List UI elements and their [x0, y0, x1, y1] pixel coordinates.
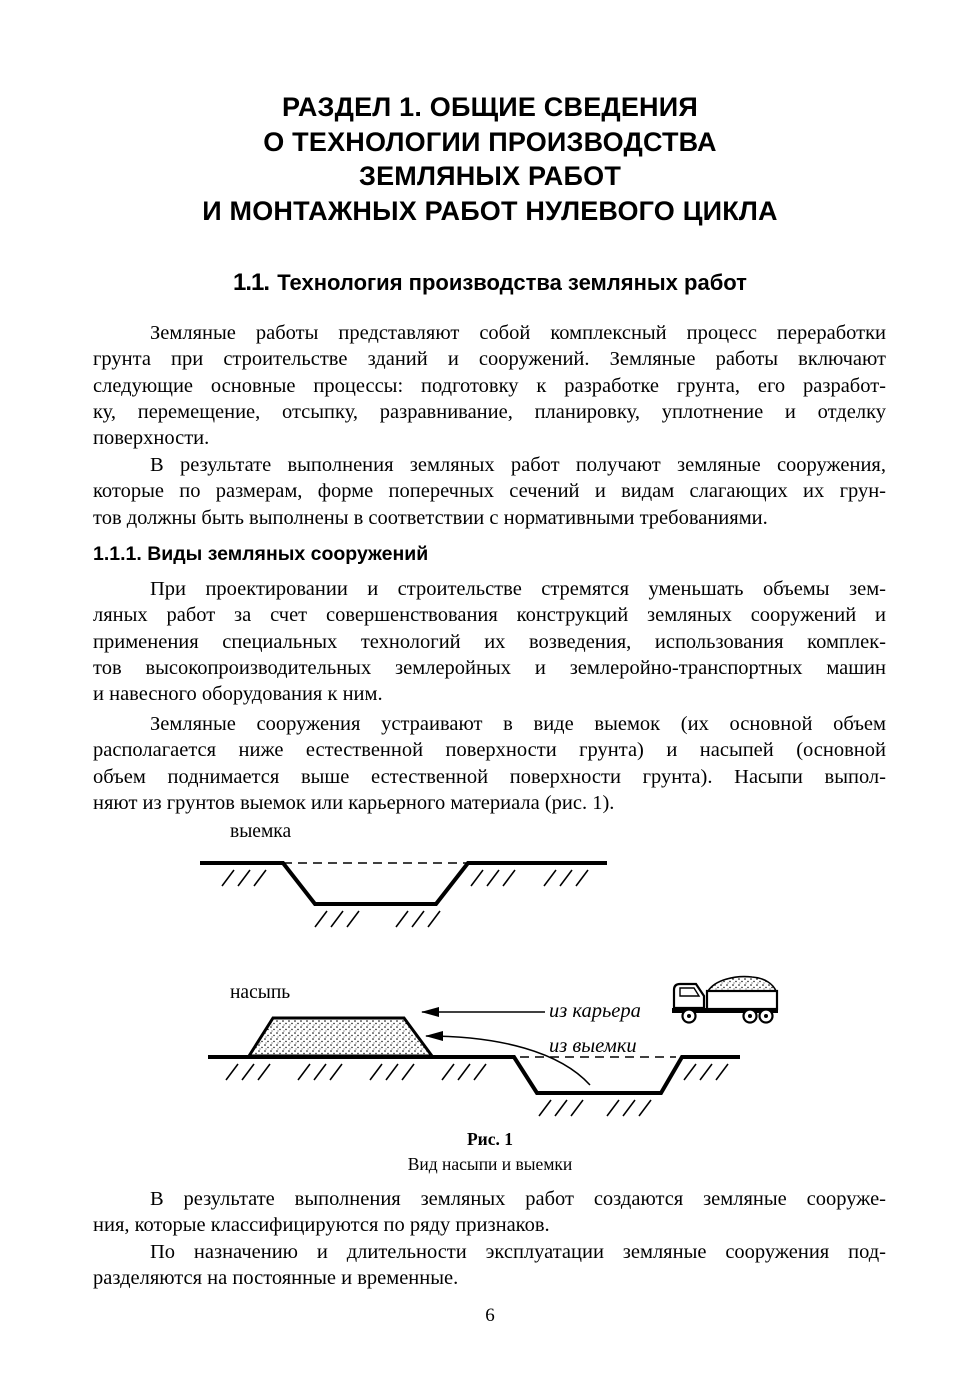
- chapter-title-line: О ТЕХНОЛОГИИ ПРОИЗВОДСТВА: [263, 126, 717, 157]
- paragraph: [93, 1239, 886, 1292]
- text-line: Земляные сооружения устраивают в виде выемок (их основной объем: [150, 713, 886, 735]
- text-line: располагается ниже естественной поверхности грунта) и насыпей (основной: [93, 739, 886, 762]
- text-line: тов должны быть выполнены в соответствии с нормативными требованиями.: [93, 506, 768, 529]
- text-line: няют из грунтов выемок или карьерного материала (рис. 1).: [93, 791, 615, 814]
- subsection-title: 1.1.1. Виды земляных сооружений: [93, 543, 429, 565]
- chapter-title-line: РАЗДЕЛ 1. ОБЩИЕ СВЕДЕНИЯ: [282, 92, 698, 122]
- paragraph: [93, 452, 886, 531]
- text-line: поверхности.: [93, 427, 210, 450]
- text-line: разделяются на постоянные и временные.: [93, 1267, 459, 1290]
- text-line: В результате выполнения земляных работ создаются земляные сооруже-: [150, 1188, 886, 1210]
- text-line: ляных работ за счет совершенствования конструкций земляных сооружений и: [93, 604, 886, 627]
- cut-diagram: [200, 863, 607, 927]
- label-fill: насыпь: [230, 982, 291, 1003]
- paragraph: [93, 1186, 886, 1239]
- label-from-quarry: из карьера: [549, 1000, 641, 1022]
- chapter-title-line: ЗЕМЛЯНЫХ РАБОТ: [358, 161, 622, 191]
- text-line: грунта при строительстве зданий и сооружений. Земляные работы включают: [93, 348, 886, 371]
- paragraph: [93, 320, 886, 451]
- text-line: Земляные работы представляют собой комплексный процесс переработки: [150, 322, 886, 344]
- section-title: [0, 268, 980, 298]
- fill-and-cut-diagram: [208, 1012, 740, 1116]
- section-title-text: Технология производства земляных работ: [277, 270, 747, 295]
- text-line: тов высокопроизводительных землеройных и землеройно-транспортных машин: [93, 656, 886, 679]
- text-line: применения специальных технологий их возведения, использования комплек-: [93, 630, 886, 653]
- chapter-title: [0, 90, 980, 228]
- text-line: которые по размерам, форме поперечных сечений и видам слагающих их грун-: [93, 480, 886, 503]
- text-line: При проектировании и строительстве стремятся уменьшать объемы зем-: [150, 578, 886, 600]
- label-from-cut: из выемки: [549, 1035, 637, 1057]
- text-line: объем поднимается выше естественной поверхности грунта). Насыпи выпол-: [93, 765, 886, 788]
- chapter-title-line: И МОНТАЖНЫХ РАБОТ НУЛЕВОГО ЦИКЛА: [202, 195, 778, 226]
- page-number: 6: [485, 1305, 495, 1326]
- figure-caption-text: Вид насыпи и выемки: [407, 1154, 573, 1174]
- text-line: По назначению и длительности эксплуатации земляные сооружения под-: [150, 1241, 886, 1263]
- ground-hatching: [226, 1064, 728, 1116]
- paragraph: [93, 576, 886, 707]
- text-line: и навесного оборудования к ним.: [93, 683, 383, 706]
- text-line: ния, которые классифицируются по ряду признаков.: [93, 1214, 550, 1237]
- ground-hatching: [222, 870, 588, 927]
- text-line: ку, перемещение, отсыпку, разравнивание, планировку, уплотнение и отделку: [93, 400, 886, 423]
- text-line: В результате выполнения земляных работ получают земляные сооружения,: [150, 454, 886, 476]
- label-cut: выемка: [230, 821, 292, 842]
- section-number: 1.1.: [233, 269, 270, 296]
- dump-truck-icon: [672, 977, 778, 1023]
- figure-caption-number: Рис. 1: [466, 1129, 514, 1149]
- paragraph: [93, 711, 886, 816]
- text-line: следующие основные процессы: подготовку к разработке грунта, его разработ-: [93, 374, 886, 397]
